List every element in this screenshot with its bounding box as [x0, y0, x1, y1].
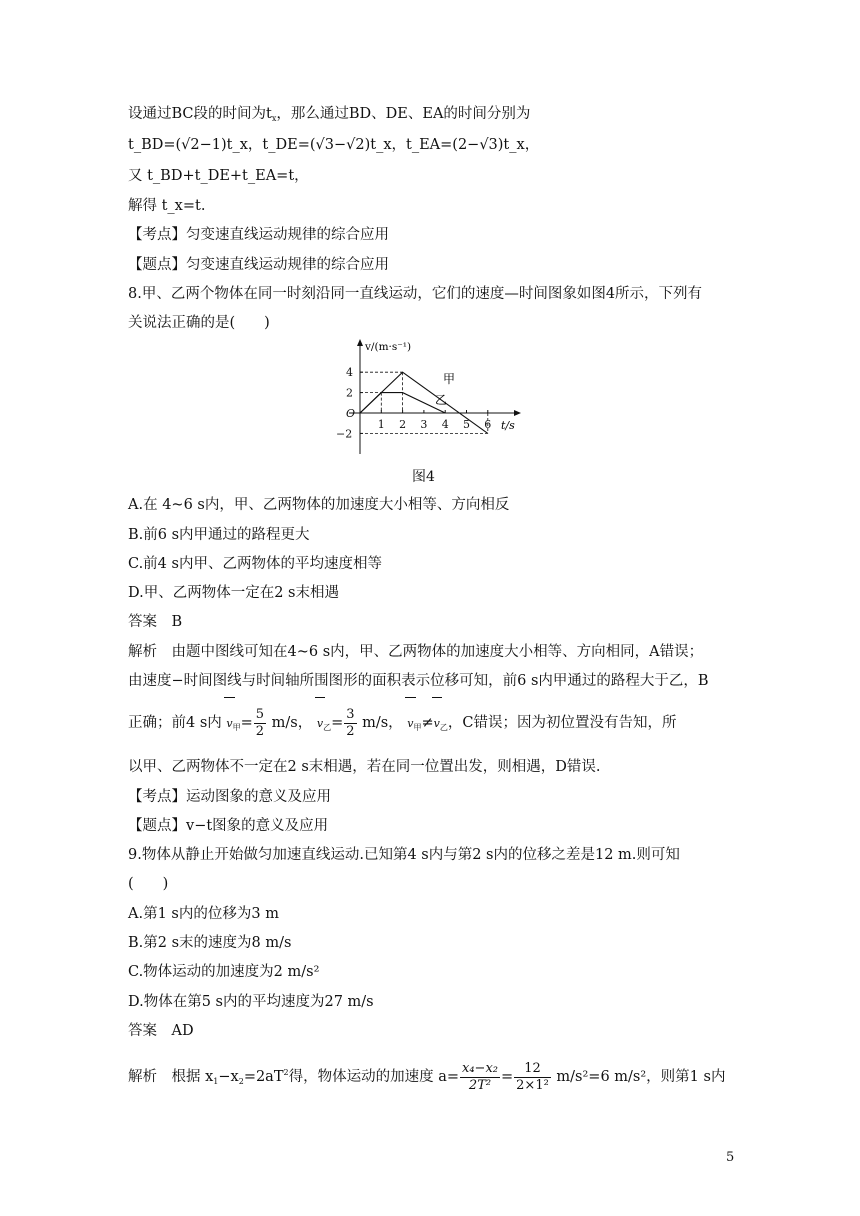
question-8-stem: 8.甲、乙两个物体在同一时刻沿同一直线运动，它们的速度—时间图象如图4所示，下列有	[128, 286, 703, 302]
explanation-9: 解析 根据 $x_1-x_2=2aT^2$得，物体运动的加速度 a= $\frac{\text{x₄−x₂}}{\text{2T²}}$ = $\frac{12}{\text{2×1²}}$ m/s²=6 m/s²，则第1 s内	[128, 1060, 726, 1093]
question-point: 【题点】v−t图象的意义及应用	[128, 818, 329, 834]
explanation-8: 以甲、乙两物体不一定在2 s末相遇，若在同一位置出发，则相遇，D错误.	[128, 759, 601, 775]
series-label-yi: 乙	[435, 393, 448, 407]
option-9-a: A.第1 s内的位移为3 m	[128, 906, 279, 922]
option-8-b: B.前6 s内甲通过的路程更大	[128, 527, 310, 543]
question-point: 【题点】匀变速直线运动规律的综合应用	[128, 257, 389, 273]
x-axis-label: t/s	[501, 419, 515, 432]
answer-9: 答案 AD	[128, 1023, 194, 1039]
x-tick-label: 4	[441, 418, 449, 431]
text-line: t_BD=(√2−1)t_x，t_DE=(√3−√2)t_x，t_EA=(2−√3)t_x，	[128, 137, 540, 153]
explanation-8: 由速度−时间图线与时间轴所围图形的面积表示位移可知，前6 s内甲通过的路程大于乙，B	[128, 673, 709, 689]
y-axis-arrow	[357, 339, 363, 346]
figure-caption: 图4	[412, 469, 435, 485]
text-line: 设通过BC段的时间为$t_x$，那么通过BD、DE、EA的时间分别为	[128, 106, 531, 123]
option-9-b: B.第2 s末的速度为8 m/s	[128, 935, 292, 951]
y-tick-label: −2	[336, 427, 353, 441]
option-8-d: D.甲、乙两物体一定在2 s末相遇	[128, 585, 339, 601]
knowledge-point: 【考点】匀变速直线运动规律的综合应用	[128, 227, 389, 243]
x-axis-arrow	[514, 410, 521, 416]
velocity-time-graph	[325, 336, 525, 458]
explanation-8: 解析 由题中图线可知在4~6 s内，甲、乙两物体的加速度大小相等、方向相同，A错误；	[128, 644, 704, 660]
option-9-d: D.物体在第5 s内的平均速度为27 m/s	[128, 994, 374, 1010]
option-9-c: C.物体运动的加速度为2 m/s²	[128, 964, 320, 980]
series-label-jia: 甲	[443, 372, 456, 386]
x-tick-label: 1	[377, 418, 385, 431]
y-tick-label: O	[346, 407, 356, 420]
explanation-8-formula: 正确；前4 s内 $v_甲=$ $\frac{5}{2}$ m/s， $v_乙=$ $\frac{3}{2}$ m/s， $v_甲\ne v_乙$，C错误；因为初位置没有告知，所	[128, 706, 676, 745]
question-8-stem-cont: 关说法正确的是( )	[128, 315, 270, 331]
answer-8: 答案 B	[128, 614, 183, 630]
option-8-a: A.在 4~6 s内，甲、乙两物体的加速度大小相等、方向相反	[128, 497, 510, 513]
text-line: 解得 t_x=t.	[128, 198, 206, 214]
page-number: 5	[726, 1150, 735, 1165]
y-tick-label: 4	[346, 366, 353, 380]
x-tick-label: 3	[420, 418, 428, 431]
y-axis-label: v/(m·s⁻¹)	[365, 341, 412, 353]
text-line: 又 t_BD+t_DE+t_EA=t，	[128, 168, 309, 184]
option-8-c: C.前4 s内甲、乙两物体的平均速度相等	[128, 556, 382, 572]
question-9-stem: 9.物体从静止开始做匀加速直线运动.已知第4 s内与第2 s内的位移之差是12 m.则可知	[128, 847, 680, 863]
x-tick-label: 6	[484, 418, 492, 431]
knowledge-point: 【考点】运动图象的意义及应用	[128, 789, 331, 805]
x-tick-label: 5	[463, 418, 470, 431]
x-tick-label: 2	[399, 418, 407, 431]
question-9-stem-cont: ( )	[128, 876, 169, 892]
y-tick-label: 2	[346, 386, 353, 400]
